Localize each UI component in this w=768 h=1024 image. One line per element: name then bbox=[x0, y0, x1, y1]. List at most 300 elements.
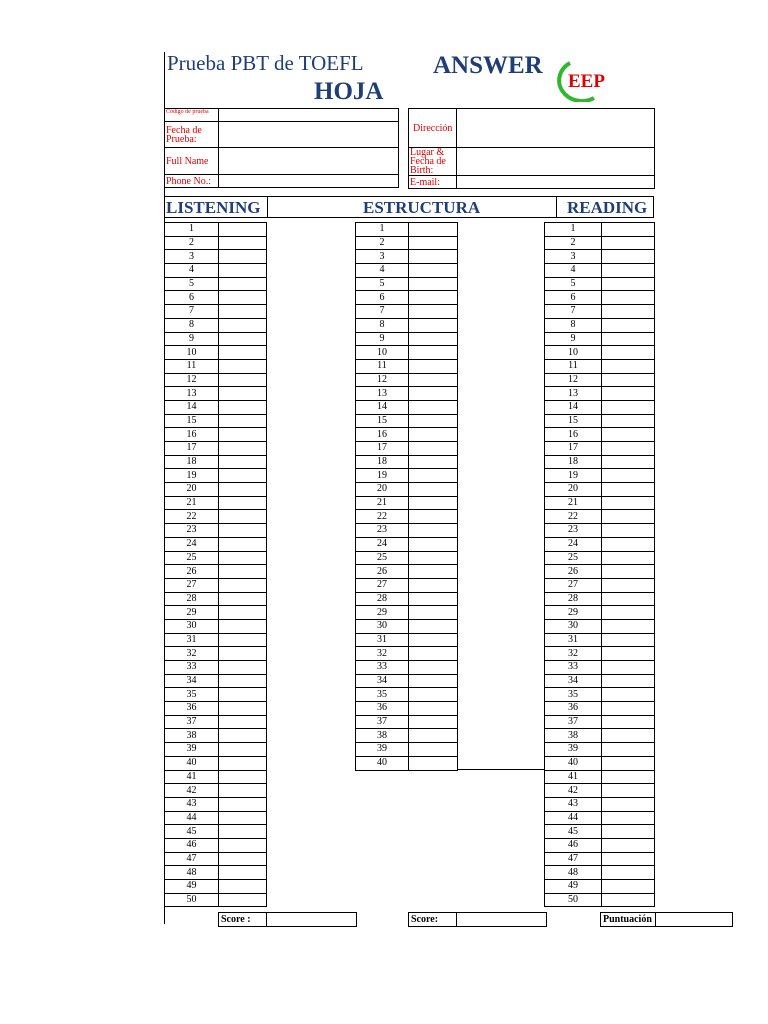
answer-cell[interactable] bbox=[602, 743, 655, 757]
table-row bbox=[356, 291, 458, 305]
question-number: 47 bbox=[165, 852, 219, 866]
answer-cell[interactable] bbox=[602, 455, 655, 469]
table-row bbox=[545, 373, 655, 387]
question-number: 10 bbox=[356, 346, 409, 360]
table-row bbox=[545, 578, 655, 592]
answer-cell[interactable] bbox=[409, 277, 458, 291]
table-row bbox=[356, 359, 458, 373]
answer-cell[interactable] bbox=[409, 359, 458, 373]
answer-cell[interactable] bbox=[409, 688, 458, 702]
reading-score-label: Puntuación bbox=[601, 913, 656, 927]
estructura-score-row bbox=[408, 912, 547, 927]
question-number: 22 bbox=[545, 510, 602, 524]
answer-cell[interactable] bbox=[602, 428, 655, 442]
answer-cell[interactable] bbox=[409, 743, 458, 757]
answer-cell[interactable] bbox=[219, 387, 267, 401]
answer-cell[interactable] bbox=[602, 729, 655, 743]
answer-cell[interactable] bbox=[219, 496, 267, 510]
answer-cell[interactable] bbox=[409, 264, 458, 278]
answer-cell[interactable] bbox=[409, 633, 458, 647]
question-number: 32 bbox=[356, 647, 409, 661]
question-number: 37 bbox=[165, 715, 219, 729]
table-row bbox=[165, 318, 267, 332]
answer-cell[interactable] bbox=[602, 250, 655, 264]
answer-cell[interactable] bbox=[409, 537, 458, 551]
answer-cell[interactable] bbox=[219, 729, 267, 743]
table-row bbox=[356, 428, 458, 442]
table-row bbox=[165, 825, 267, 839]
answer-cell[interactable] bbox=[409, 332, 458, 346]
answer-cell[interactable] bbox=[602, 756, 655, 770]
table-row bbox=[545, 688, 655, 702]
table-row bbox=[545, 702, 655, 716]
table-row bbox=[165, 729, 267, 743]
question-number: 1 bbox=[165, 223, 219, 237]
answer-cell[interactable] bbox=[602, 414, 655, 428]
question-number: 2 bbox=[545, 236, 602, 250]
phone-label: Phone No.: bbox=[165, 175, 219, 188]
listening-score-field[interactable] bbox=[267, 913, 357, 927]
answer-cell[interactable] bbox=[409, 223, 458, 237]
question-number: 16 bbox=[545, 428, 602, 442]
answer-cell[interactable] bbox=[602, 387, 655, 401]
question-number: 35 bbox=[545, 688, 602, 702]
question-number: 17 bbox=[545, 442, 602, 456]
estructura-title: ESTRUCTURA bbox=[363, 198, 481, 217]
question-number: 26 bbox=[545, 565, 602, 579]
answer-cell[interactable] bbox=[602, 305, 655, 319]
estructura-grid-right-rule bbox=[457, 222, 458, 770]
answer-cell[interactable] bbox=[219, 825, 267, 839]
answer-cell[interactable] bbox=[409, 756, 458, 770]
table-row bbox=[356, 606, 458, 620]
table-row bbox=[356, 455, 458, 469]
answer-cell[interactable] bbox=[219, 619, 267, 633]
answer-cell[interactable] bbox=[602, 674, 655, 688]
answer-cell[interactable] bbox=[219, 414, 267, 428]
answer-cell[interactable] bbox=[409, 551, 458, 565]
answer-cell[interactable] bbox=[602, 537, 655, 551]
table-row bbox=[545, 592, 655, 606]
question-number: 15 bbox=[165, 414, 219, 428]
answer-cell[interactable] bbox=[602, 565, 655, 579]
answer-cell[interactable] bbox=[219, 442, 267, 456]
answer-cell[interactable] bbox=[219, 373, 267, 387]
estructura-score-field[interactable] bbox=[457, 913, 547, 927]
answer-cell[interactable] bbox=[602, 578, 655, 592]
answer-cell[interactable] bbox=[602, 606, 655, 620]
answer-cell[interactable] bbox=[219, 674, 267, 688]
answer-cell[interactable] bbox=[602, 469, 655, 483]
answer-cell[interactable] bbox=[219, 633, 267, 647]
answer-cell[interactable] bbox=[219, 510, 267, 524]
reading-score-field[interactable] bbox=[656, 913, 733, 927]
table-row bbox=[165, 264, 267, 278]
listening-score-label: Score : bbox=[219, 913, 267, 927]
question-number: 10 bbox=[545, 346, 602, 360]
answer-cell[interactable] bbox=[409, 455, 458, 469]
answer-cell[interactable] bbox=[219, 647, 267, 661]
table-row bbox=[165, 400, 267, 414]
answer-cell[interactable] bbox=[219, 359, 267, 373]
answer-cell[interactable] bbox=[219, 264, 267, 278]
table-row bbox=[165, 332, 267, 346]
answer-cell[interactable] bbox=[409, 387, 458, 401]
answer-cell[interactable] bbox=[219, 400, 267, 414]
answer-cell[interactable] bbox=[219, 852, 267, 866]
table-row bbox=[356, 318, 458, 332]
answer-cell[interactable] bbox=[409, 305, 458, 319]
question-number: 45 bbox=[545, 825, 602, 839]
table-row bbox=[165, 647, 267, 661]
table-row bbox=[545, 442, 655, 456]
question-number: 15 bbox=[545, 414, 602, 428]
question-number: 28 bbox=[165, 592, 219, 606]
fecha-prueba-label: Fecha de Prueba: bbox=[165, 122, 219, 148]
question-number: 29 bbox=[356, 606, 409, 620]
question-number: 19 bbox=[356, 469, 409, 483]
table-row bbox=[356, 346, 458, 360]
answer-cell[interactable] bbox=[602, 442, 655, 456]
reading-answer-grid bbox=[544, 222, 655, 907]
question-number: 30 bbox=[356, 619, 409, 633]
answer-cell[interactable] bbox=[409, 469, 458, 483]
answer-cell[interactable] bbox=[409, 524, 458, 538]
table-row bbox=[356, 469, 458, 483]
question-number: 35 bbox=[356, 688, 409, 702]
table-row bbox=[165, 483, 267, 497]
answer-cell[interactable] bbox=[409, 578, 458, 592]
table-row bbox=[165, 305, 267, 319]
answer-cell[interactable] bbox=[219, 811, 267, 825]
answer-cell[interactable] bbox=[219, 305, 267, 319]
answer-cell[interactable] bbox=[219, 537, 267, 551]
answer-cell[interactable] bbox=[409, 592, 458, 606]
table-row bbox=[165, 373, 267, 387]
answer-cell[interactable] bbox=[409, 606, 458, 620]
question-number: 8 bbox=[356, 318, 409, 332]
table-row bbox=[545, 346, 655, 360]
email-field[interactable] bbox=[457, 176, 655, 189]
question-number: 33 bbox=[545, 661, 602, 675]
question-number: 46 bbox=[165, 838, 219, 852]
answer-cell[interactable] bbox=[602, 346, 655, 360]
question-number: 38 bbox=[356, 729, 409, 743]
table-row bbox=[165, 756, 267, 770]
table-row bbox=[165, 510, 267, 524]
table-row bbox=[545, 318, 655, 332]
answer-cell[interactable] bbox=[219, 524, 267, 538]
table-row bbox=[165, 606, 267, 620]
answer-cell[interactable] bbox=[602, 893, 655, 907]
table-row bbox=[356, 551, 458, 565]
question-number: 2 bbox=[356, 236, 409, 250]
table-row bbox=[545, 866, 655, 880]
table-row bbox=[165, 236, 267, 250]
question-number: 19 bbox=[545, 469, 602, 483]
table-row bbox=[165, 469, 267, 483]
listening-title: LISTENING bbox=[166, 198, 261, 217]
table-row bbox=[545, 496, 655, 510]
table-row bbox=[356, 250, 458, 264]
answer-cell[interactable] bbox=[602, 264, 655, 278]
answer-cell[interactable] bbox=[602, 825, 655, 839]
question-number: 6 bbox=[165, 291, 219, 305]
question-number: 18 bbox=[165, 455, 219, 469]
answer-cell[interactable] bbox=[219, 784, 267, 798]
answer-cell[interactable] bbox=[409, 291, 458, 305]
answer-cell[interactable] bbox=[219, 688, 267, 702]
question-number: 25 bbox=[545, 551, 602, 565]
question-number: 31 bbox=[545, 633, 602, 647]
question-number: 49 bbox=[165, 880, 219, 894]
table-row bbox=[356, 510, 458, 524]
answer-cell[interactable] bbox=[409, 442, 458, 456]
table-row bbox=[545, 510, 655, 524]
table-row bbox=[545, 524, 655, 538]
table-row bbox=[165, 565, 267, 579]
table-row bbox=[545, 305, 655, 319]
question-number: 4 bbox=[356, 264, 409, 278]
answer-cell[interactable] bbox=[602, 223, 655, 237]
question-number: 34 bbox=[545, 674, 602, 688]
question-number: 9 bbox=[165, 332, 219, 346]
answer-cell[interactable] bbox=[602, 551, 655, 565]
answer-cell[interactable] bbox=[219, 277, 267, 291]
answer-cell[interactable] bbox=[219, 866, 267, 880]
answer-cell[interactable] bbox=[219, 565, 267, 579]
question-number: 27 bbox=[165, 578, 219, 592]
table-row bbox=[545, 729, 655, 743]
answer-cell[interactable] bbox=[409, 565, 458, 579]
table-row bbox=[545, 428, 655, 442]
lugar-fecha-label: Lugar & Fecha de Birth: bbox=[409, 148, 457, 176]
question-number: 23 bbox=[165, 524, 219, 538]
answer-cell[interactable] bbox=[219, 893, 267, 907]
answer-cell[interactable] bbox=[219, 880, 267, 894]
table-row bbox=[165, 797, 267, 811]
answer-cell[interactable] bbox=[219, 770, 267, 784]
answer-cell[interactable] bbox=[219, 702, 267, 716]
answer-cell[interactable] bbox=[602, 784, 655, 798]
answer-cell[interactable] bbox=[409, 510, 458, 524]
table-row bbox=[356, 756, 458, 770]
question-number: 43 bbox=[545, 797, 602, 811]
question-number: 7 bbox=[356, 305, 409, 319]
answer-cell[interactable] bbox=[602, 400, 655, 414]
codigo-field[interactable] bbox=[219, 109, 399, 122]
answer-cell[interactable] bbox=[602, 838, 655, 852]
full-name-field[interactable] bbox=[219, 148, 399, 175]
answer-cell[interactable] bbox=[219, 250, 267, 264]
answer-cell[interactable] bbox=[602, 647, 655, 661]
answer-cell[interactable] bbox=[602, 633, 655, 647]
answer-cell[interactable] bbox=[219, 223, 267, 237]
table-row bbox=[165, 633, 267, 647]
answer-cell[interactable] bbox=[602, 373, 655, 387]
question-number: 6 bbox=[356, 291, 409, 305]
answer-cell[interactable] bbox=[219, 797, 267, 811]
table-row bbox=[356, 496, 458, 510]
answer-cell[interactable] bbox=[602, 496, 655, 510]
answer-cell[interactable] bbox=[409, 483, 458, 497]
answer-cell[interactable] bbox=[219, 469, 267, 483]
answer-cell[interactable] bbox=[409, 729, 458, 743]
question-number: 27 bbox=[545, 578, 602, 592]
question-number: 38 bbox=[165, 729, 219, 743]
answer-cell[interactable] bbox=[409, 400, 458, 414]
answer-cell[interactable] bbox=[602, 592, 655, 606]
answer-cell[interactable] bbox=[602, 811, 655, 825]
answer-cell[interactable] bbox=[219, 551, 267, 565]
table-row bbox=[545, 483, 655, 497]
table-row bbox=[165, 387, 267, 401]
answer-cell[interactable] bbox=[602, 524, 655, 538]
answer-cell[interactable] bbox=[219, 455, 267, 469]
question-number: 4 bbox=[545, 264, 602, 278]
lugar-fecha-field[interactable] bbox=[457, 148, 655, 176]
question-number: 44 bbox=[545, 811, 602, 825]
table-row bbox=[165, 524, 267, 538]
question-number: 34 bbox=[165, 674, 219, 688]
table-row bbox=[165, 359, 267, 373]
table-row bbox=[545, 469, 655, 483]
question-number: 48 bbox=[165, 866, 219, 880]
codigo-label: Código de prueba bbox=[165, 109, 219, 122]
answer-cell[interactable] bbox=[602, 291, 655, 305]
answer-heading: ANSWER bbox=[433, 52, 543, 79]
answer-cell[interactable] bbox=[602, 236, 655, 250]
answer-cell[interactable] bbox=[219, 578, 267, 592]
answer-cell[interactable] bbox=[409, 236, 458, 250]
answer-cell[interactable] bbox=[602, 483, 655, 497]
answer-cell[interactable] bbox=[409, 619, 458, 633]
answer-cell[interactable] bbox=[602, 880, 655, 894]
answer-cell[interactable] bbox=[602, 332, 655, 346]
table-row bbox=[165, 291, 267, 305]
answer-cell[interactable] bbox=[602, 318, 655, 332]
table-row bbox=[356, 592, 458, 606]
answer-cell[interactable] bbox=[219, 715, 267, 729]
answer-cell[interactable] bbox=[219, 428, 267, 442]
answer-cell[interactable] bbox=[409, 496, 458, 510]
answer-cell[interactable] bbox=[602, 688, 655, 702]
answer-cell[interactable] bbox=[409, 702, 458, 716]
answer-cell[interactable] bbox=[409, 647, 458, 661]
answer-cell[interactable] bbox=[409, 428, 458, 442]
question-number: 24 bbox=[165, 537, 219, 551]
answer-cell[interactable] bbox=[219, 236, 267, 250]
question-number: 32 bbox=[165, 647, 219, 661]
question-number: 5 bbox=[165, 277, 219, 291]
question-number: 8 bbox=[165, 318, 219, 332]
answer-cell[interactable] bbox=[602, 510, 655, 524]
answer-cell[interactable] bbox=[409, 318, 458, 332]
question-number: 40 bbox=[165, 756, 219, 770]
answer-cell[interactable] bbox=[219, 318, 267, 332]
estructura-score-label: Score: bbox=[409, 913, 457, 927]
answer-cell[interactable] bbox=[409, 373, 458, 387]
question-number: 13 bbox=[165, 387, 219, 401]
answer-cell[interactable] bbox=[219, 483, 267, 497]
full-name-label: Full Name bbox=[165, 148, 219, 175]
answer-cell[interactable] bbox=[602, 277, 655, 291]
answer-cell[interactable] bbox=[409, 674, 458, 688]
table-row bbox=[165, 250, 267, 264]
answer-cell[interactable] bbox=[409, 715, 458, 729]
answer-cell[interactable] bbox=[219, 756, 267, 770]
question-number: 30 bbox=[545, 619, 602, 633]
answer-cell[interactable] bbox=[409, 661, 458, 675]
answer-cell[interactable] bbox=[219, 346, 267, 360]
table-row bbox=[165, 688, 267, 702]
question-number: 8 bbox=[545, 318, 602, 332]
answer-cell[interactable] bbox=[219, 661, 267, 675]
answer-cell[interactable] bbox=[602, 770, 655, 784]
question-number: 17 bbox=[356, 442, 409, 456]
question-number: 25 bbox=[356, 551, 409, 565]
answer-cell[interactable] bbox=[219, 743, 267, 757]
question-number: 44 bbox=[165, 811, 219, 825]
answer-cell[interactable] bbox=[602, 702, 655, 716]
fecha-prueba-field[interactable] bbox=[219, 122, 399, 148]
question-number: 16 bbox=[356, 428, 409, 442]
table-row bbox=[356, 387, 458, 401]
answer-cell[interactable] bbox=[602, 797, 655, 811]
direccion-field[interactable] bbox=[457, 109, 655, 148]
answer-cell[interactable] bbox=[602, 619, 655, 633]
table-row bbox=[545, 332, 655, 346]
phone-field[interactable] bbox=[219, 175, 399, 188]
table-row bbox=[545, 236, 655, 250]
table-row bbox=[165, 770, 267, 784]
table-row bbox=[165, 455, 267, 469]
info-table-left bbox=[164, 108, 399, 188]
answer-cell[interactable] bbox=[219, 332, 267, 346]
question-number: 37 bbox=[356, 715, 409, 729]
answer-cell[interactable] bbox=[219, 606, 267, 620]
question-number: 24 bbox=[545, 537, 602, 551]
question-number: 12 bbox=[545, 373, 602, 387]
estructura-answer-grid bbox=[355, 222, 458, 771]
answer-cell[interactable] bbox=[602, 852, 655, 866]
question-number: 33 bbox=[356, 661, 409, 675]
answer-cell[interactable] bbox=[219, 838, 267, 852]
answer-cell[interactable] bbox=[602, 866, 655, 880]
question-number: 14 bbox=[165, 400, 219, 414]
question-number: 28 bbox=[356, 592, 409, 606]
answer-cell[interactable] bbox=[602, 715, 655, 729]
answer-cell[interactable] bbox=[219, 291, 267, 305]
listening-answer-grid bbox=[164, 222, 267, 907]
table-row bbox=[356, 264, 458, 278]
answer-cell[interactable] bbox=[409, 346, 458, 360]
table-row bbox=[356, 223, 458, 237]
answer-cell[interactable] bbox=[409, 250, 458, 264]
answer-cell[interactable] bbox=[409, 414, 458, 428]
answer-cell[interactable] bbox=[602, 359, 655, 373]
question-number: 21 bbox=[165, 496, 219, 510]
answer-cell[interactable] bbox=[602, 661, 655, 675]
page-title-line2: HOJA bbox=[314, 78, 384, 105]
info-table-right bbox=[408, 108, 655, 189]
question-number: 41 bbox=[545, 770, 602, 784]
question-number: 47 bbox=[545, 852, 602, 866]
answer-cell[interactable] bbox=[219, 592, 267, 606]
table-row bbox=[165, 661, 267, 675]
question-number: 49 bbox=[545, 880, 602, 894]
table-row bbox=[545, 414, 655, 428]
